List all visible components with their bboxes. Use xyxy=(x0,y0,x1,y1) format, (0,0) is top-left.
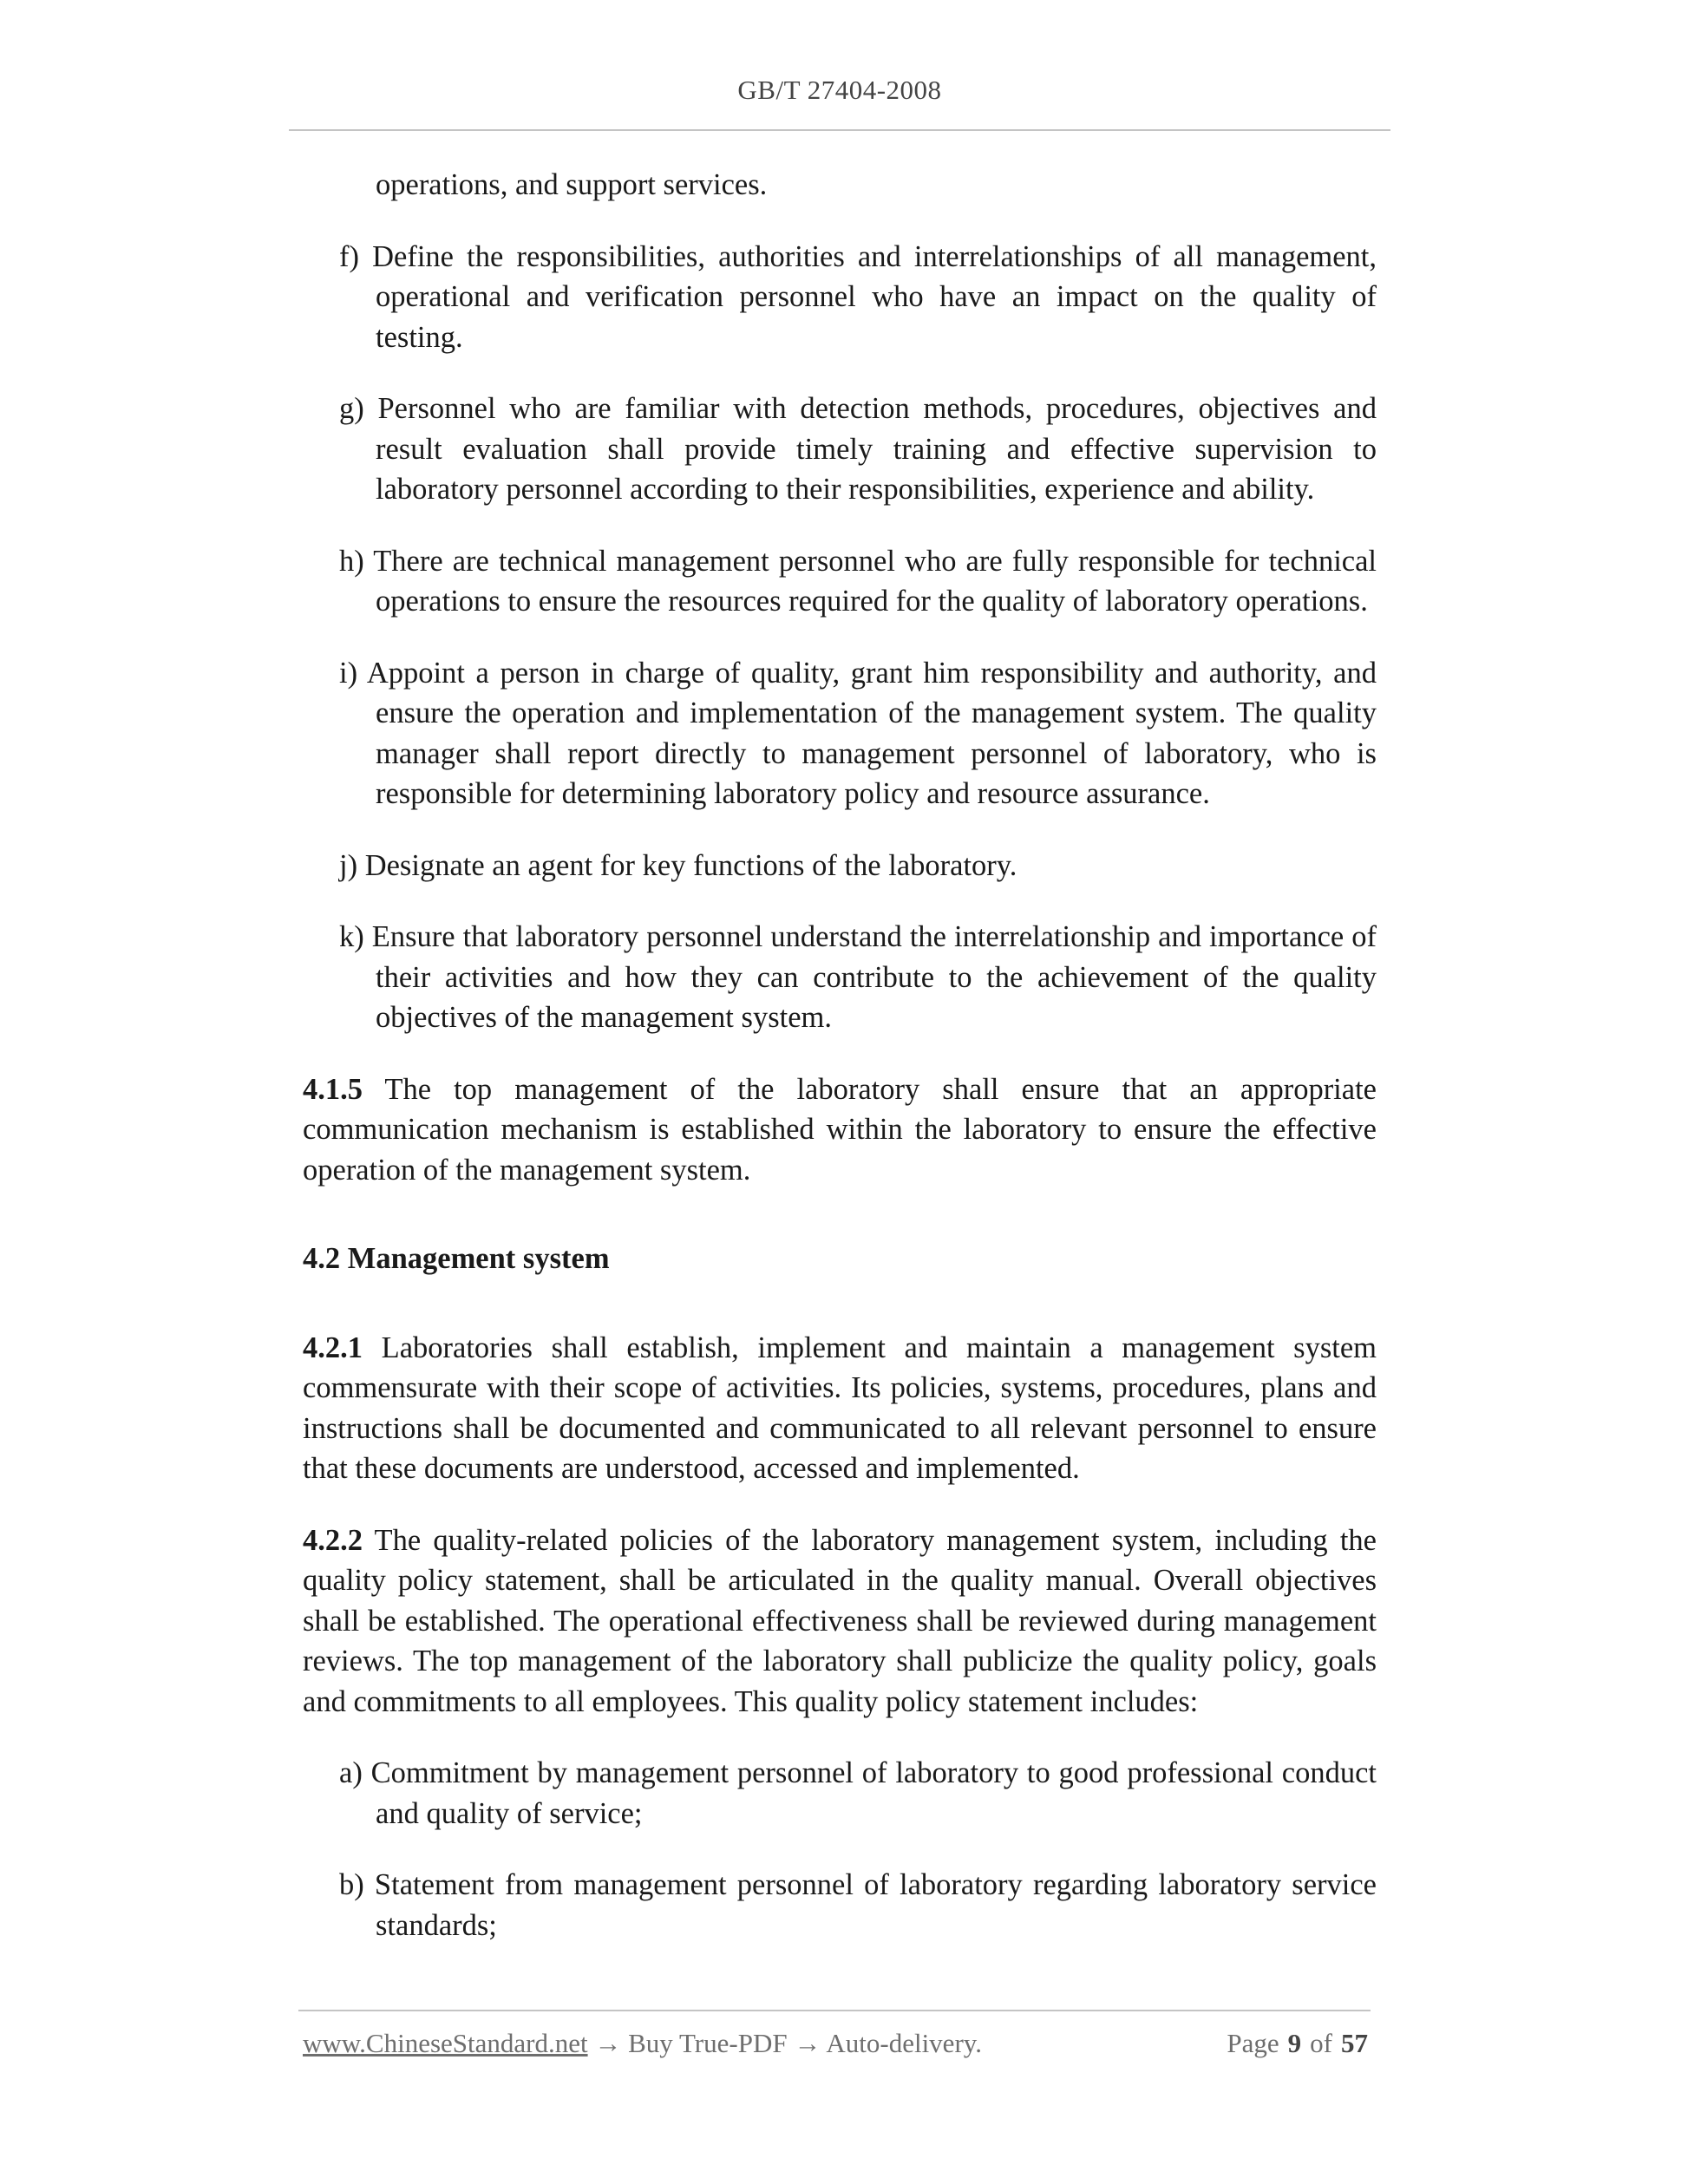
document-body xyxy=(303,165,1377,1945)
list-item-a: a) Commitment by management personnel of laboratory to good professional conduct and quality of service; xyxy=(339,1756,1377,1830)
clause-number: 4.1.5 xyxy=(303,1072,363,1106)
footer-promo xyxy=(303,2028,982,2059)
clause-text: Laboratories shall establish, implement and maintain a management system commensurate with their scope of activities. Its policies, systems, procedures, plans and instructions shall be documented and communicated to all relevant personnel to ensure that these documents are understood, accessed and implemented. xyxy=(303,1331,1377,1485)
clause-number: 4.2.2 xyxy=(303,1523,363,1557)
list-item-i: i) Appoint a person in charge of quality, grant him responsibility and authority, and ensure the operation and implementation of the management system. The quality manager shall report directly to management personnel of laboratory, who is responsible for determining laboratory policy and resource assurance. xyxy=(339,656,1377,810)
list-item-f: f) Define the responsibilities, authorities and interrelationships of all management, operational and verification personnel who have an impact on the quality of testing. xyxy=(339,239,1377,354)
continuation-text: operations, and support services. xyxy=(376,168,768,201)
clause-text: The top management of the laboratory shall ensure that an appropriate communication mechanism is established within the laboratory to ensure the effective operation of the management system. xyxy=(303,1072,1377,1187)
clause-4-1-5 xyxy=(303,1069,1377,1191)
section-heading-4-2: 4.2 Management system xyxy=(303,1242,610,1275)
clause-number: 4.2.1 xyxy=(303,1331,363,1364)
list-item-j: j) Designate an agent for key functions of the laboratory. xyxy=(339,848,1017,882)
of-label: of xyxy=(1310,2028,1332,2058)
page-footer xyxy=(303,2028,1368,2066)
website-link[interactable]: www.ChineseStandard.net xyxy=(303,2028,588,2058)
current-page-number: 9 xyxy=(1287,2028,1302,2058)
list-item-g: g) Personnel who are familiar with detection methods, procedures, objectives and result evaluation shall provide timely training and effective supervision to laboratory personnel according to their responsibilities, experience and ability. xyxy=(339,392,1377,506)
footer-promo-text: → Buy True-PDF → Auto-delivery. xyxy=(594,2028,982,2058)
page-header-standard-code: GB/T 27404-2008 xyxy=(737,75,942,105)
header-divider xyxy=(289,129,1390,131)
page-counter xyxy=(1227,2028,1368,2059)
clause-4-2-1 xyxy=(303,1328,1377,1489)
clause-text: The quality-related policies of the laboratory management system, including the quality policy statement, shall be articulated in the quality manual. Overall objectives shall be established. The operational effectiveness shall be reviewed during management reviews. The top management of the laboratory shall publicize the quality policy, goals and commitments to all employees. This quality policy statement includes: xyxy=(303,1523,1377,1718)
list-item-h: h) There are technical management personnel who are fully responsible for technical operations to ensure the resources required for the quality of laboratory operations. xyxy=(339,544,1377,618)
list-item-k: k) Ensure that laboratory personnel understand the interrelationship and importance of their activities and how they can contribute to the achievement of the quality objectives of the management system. xyxy=(339,920,1377,1034)
page-label: Page xyxy=(1227,2028,1279,2058)
clause-4-2-2 xyxy=(303,1520,1377,1723)
total-pages-number: 57 xyxy=(1341,2028,1368,2058)
footer-divider xyxy=(298,2010,1371,2011)
list-item-b: b) Statement from management personnel of laboratory regarding laboratory service standards; xyxy=(339,1868,1377,1942)
